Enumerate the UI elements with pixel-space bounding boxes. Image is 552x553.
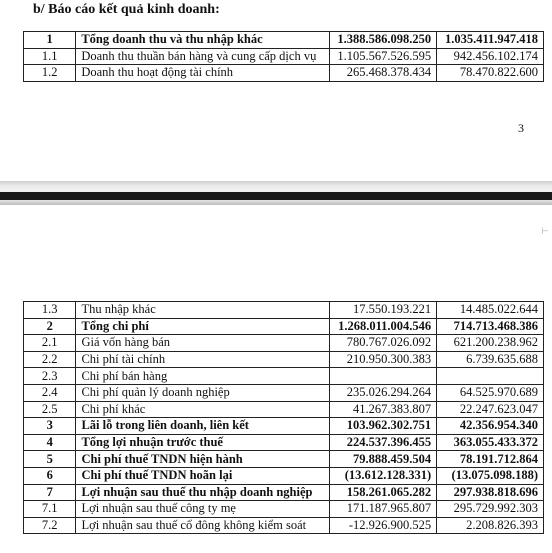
page-number: 3 — [518, 121, 524, 135]
value-prior-cell: 621.200.238.962 — [437, 335, 544, 352]
row-index-cell: 7.1 — [24, 501, 76, 518]
value-prior-cell: 42.356.954.340 — [437, 418, 544, 435]
value-prior-cell: 14.485.022.644 — [437, 302, 544, 319]
row-label-cell: Giá vốn hàng bán — [76, 335, 330, 352]
table-row — [24, 48, 544, 65]
row-label-cell: Doanh thu thuần bán hàng và cung cấp dịch vụ — [76, 48, 330, 65]
table-row — [24, 351, 544, 368]
value-current-cell: 780.767.026.092 — [330, 335, 437, 352]
value-current-cell: 103.962.302.751 — [330, 418, 437, 435]
value-current-cell: 17.550.193.221 — [330, 302, 437, 319]
row-index-cell: 1 — [24, 32, 76, 49]
row-index-cell: 3 — [24, 418, 76, 435]
row-label-cell: Lợi nhuận sau thuế công ty mẹ — [76, 501, 330, 518]
scan-mark: ⊢ — [541, 226, 549, 236]
table-row — [24, 517, 544, 534]
value-current-cell: 210.950.300.383 — [330, 351, 437, 368]
table-row — [24, 418, 544, 435]
value-prior-cell — [437, 368, 544, 385]
row-index-cell: 1.1 — [24, 48, 76, 65]
row-index-cell: 6 — [24, 467, 76, 484]
value-prior-cell: 942.456.102.174 — [437, 48, 544, 65]
row-index-cell: 2.5 — [24, 401, 76, 418]
row-index-cell: 7.2 — [24, 517, 76, 534]
row-label-cell: Chi phí bán hàng — [76, 368, 330, 385]
table-row — [24, 384, 544, 401]
table-row — [24, 302, 544, 319]
row-label-cell: Tổng lợi nhuận trước thuế — [76, 434, 330, 451]
value-current-cell: 158.261.065.282 — [330, 484, 437, 501]
section-heading: b/ Báo cáo kết quả kinh doanh: — [33, 2, 220, 17]
value-prior-cell: 6.739.635.688 — [437, 351, 544, 368]
row-index-cell: 5 — [24, 451, 76, 468]
value-prior-cell: 2.208.826.393 — [437, 517, 544, 534]
row-label-cell: Lãi lỗ trong liên doanh, liên kết — [76, 418, 330, 435]
value-current-cell: -12.926.900.525 — [330, 517, 437, 534]
value-prior-cell: (13.075.098.188) — [437, 467, 544, 484]
table-row — [24, 335, 544, 352]
income-table-top — [23, 31, 544, 82]
value-current-cell: 235.026.294.264 — [330, 384, 437, 401]
value-current-cell: 79.888.459.504 — [330, 451, 437, 468]
value-prior-cell: 363.055.433.372 — [437, 434, 544, 451]
table-row — [24, 65, 544, 82]
row-label-cell: Tổng chi phí — [76, 318, 330, 335]
value-current-cell: 1.388.586.098.250 — [330, 32, 437, 49]
table-row — [24, 467, 544, 484]
value-current-cell: 1.105.567.526.595 — [330, 48, 437, 65]
table-row — [24, 451, 544, 468]
value-prior-cell: 714.713.468.386 — [437, 318, 544, 335]
row-label-cell: Doanh thu hoạt động tài chính — [76, 65, 330, 82]
table-row — [24, 401, 544, 418]
row-label-cell: Lợi nhuận sau thuế thu nhập doanh nghiệp — [76, 484, 330, 501]
row-index-cell: 4 — [24, 434, 76, 451]
table-row — [24, 368, 544, 385]
value-prior-cell: 78.191.712.864 — [437, 451, 544, 468]
row-label-cell: Tổng doanh thu và thu nhập khác — [76, 32, 330, 49]
value-current-cell: 265.468.378.434 — [330, 65, 437, 82]
value-prior-cell: 64.525.970.689 — [437, 384, 544, 401]
row-label-cell: Chi phí tài chính — [76, 351, 330, 368]
row-index-cell: 2.3 — [24, 368, 76, 385]
row-label-cell: Chi phí thuế TNDN hiện hành — [76, 451, 330, 468]
row-label-cell: Chi phí khác — [76, 401, 330, 418]
value-current-cell — [330, 368, 437, 385]
value-current-cell: 1.268.011.004.546 — [330, 318, 437, 335]
row-index-cell: 2.2 — [24, 351, 76, 368]
row-index-cell: 7 — [24, 484, 76, 501]
value-prior-cell: 78.470.822.600 — [437, 65, 544, 82]
income-table-bottom — [23, 301, 544, 534]
row-label-cell: Thu nhập khác — [76, 302, 330, 319]
row-index-cell: 2.1 — [24, 335, 76, 352]
value-prior-cell: 297.938.818.696 — [437, 484, 544, 501]
table-row — [24, 484, 544, 501]
value-current-cell: 41.267.383.807 — [330, 401, 437, 418]
row-index-cell: 1.3 — [24, 302, 76, 319]
value-current-cell: 224.537.396.455 — [330, 434, 437, 451]
value-current-cell: (13.612.128.331) — [330, 467, 437, 484]
row-label-cell: Chi phí quản lý doanh nghiệp — [76, 384, 330, 401]
row-index-cell: 2 — [24, 318, 76, 335]
table-row — [24, 501, 544, 518]
row-index-cell: 2.4 — [24, 384, 76, 401]
page-edge-shadow — [0, 192, 552, 200]
row-label-cell: Lợi nhuận sau thuế cổ đông không kiểm soát — [76, 517, 330, 534]
table-row — [24, 318, 544, 335]
row-label-cell: Chi phí thuế TNDN hoãn lại — [76, 467, 330, 484]
value-prior-cell: 1.035.411.947.418 — [437, 32, 544, 49]
row-index-cell: 1.2 — [24, 65, 76, 82]
value-current-cell: 171.187.965.807 — [330, 501, 437, 518]
value-prior-cell: 22.247.623.047 — [437, 401, 544, 418]
value-prior-cell: 295.729.992.303 — [437, 501, 544, 518]
table-row — [24, 434, 544, 451]
table-row — [24, 32, 544, 49]
